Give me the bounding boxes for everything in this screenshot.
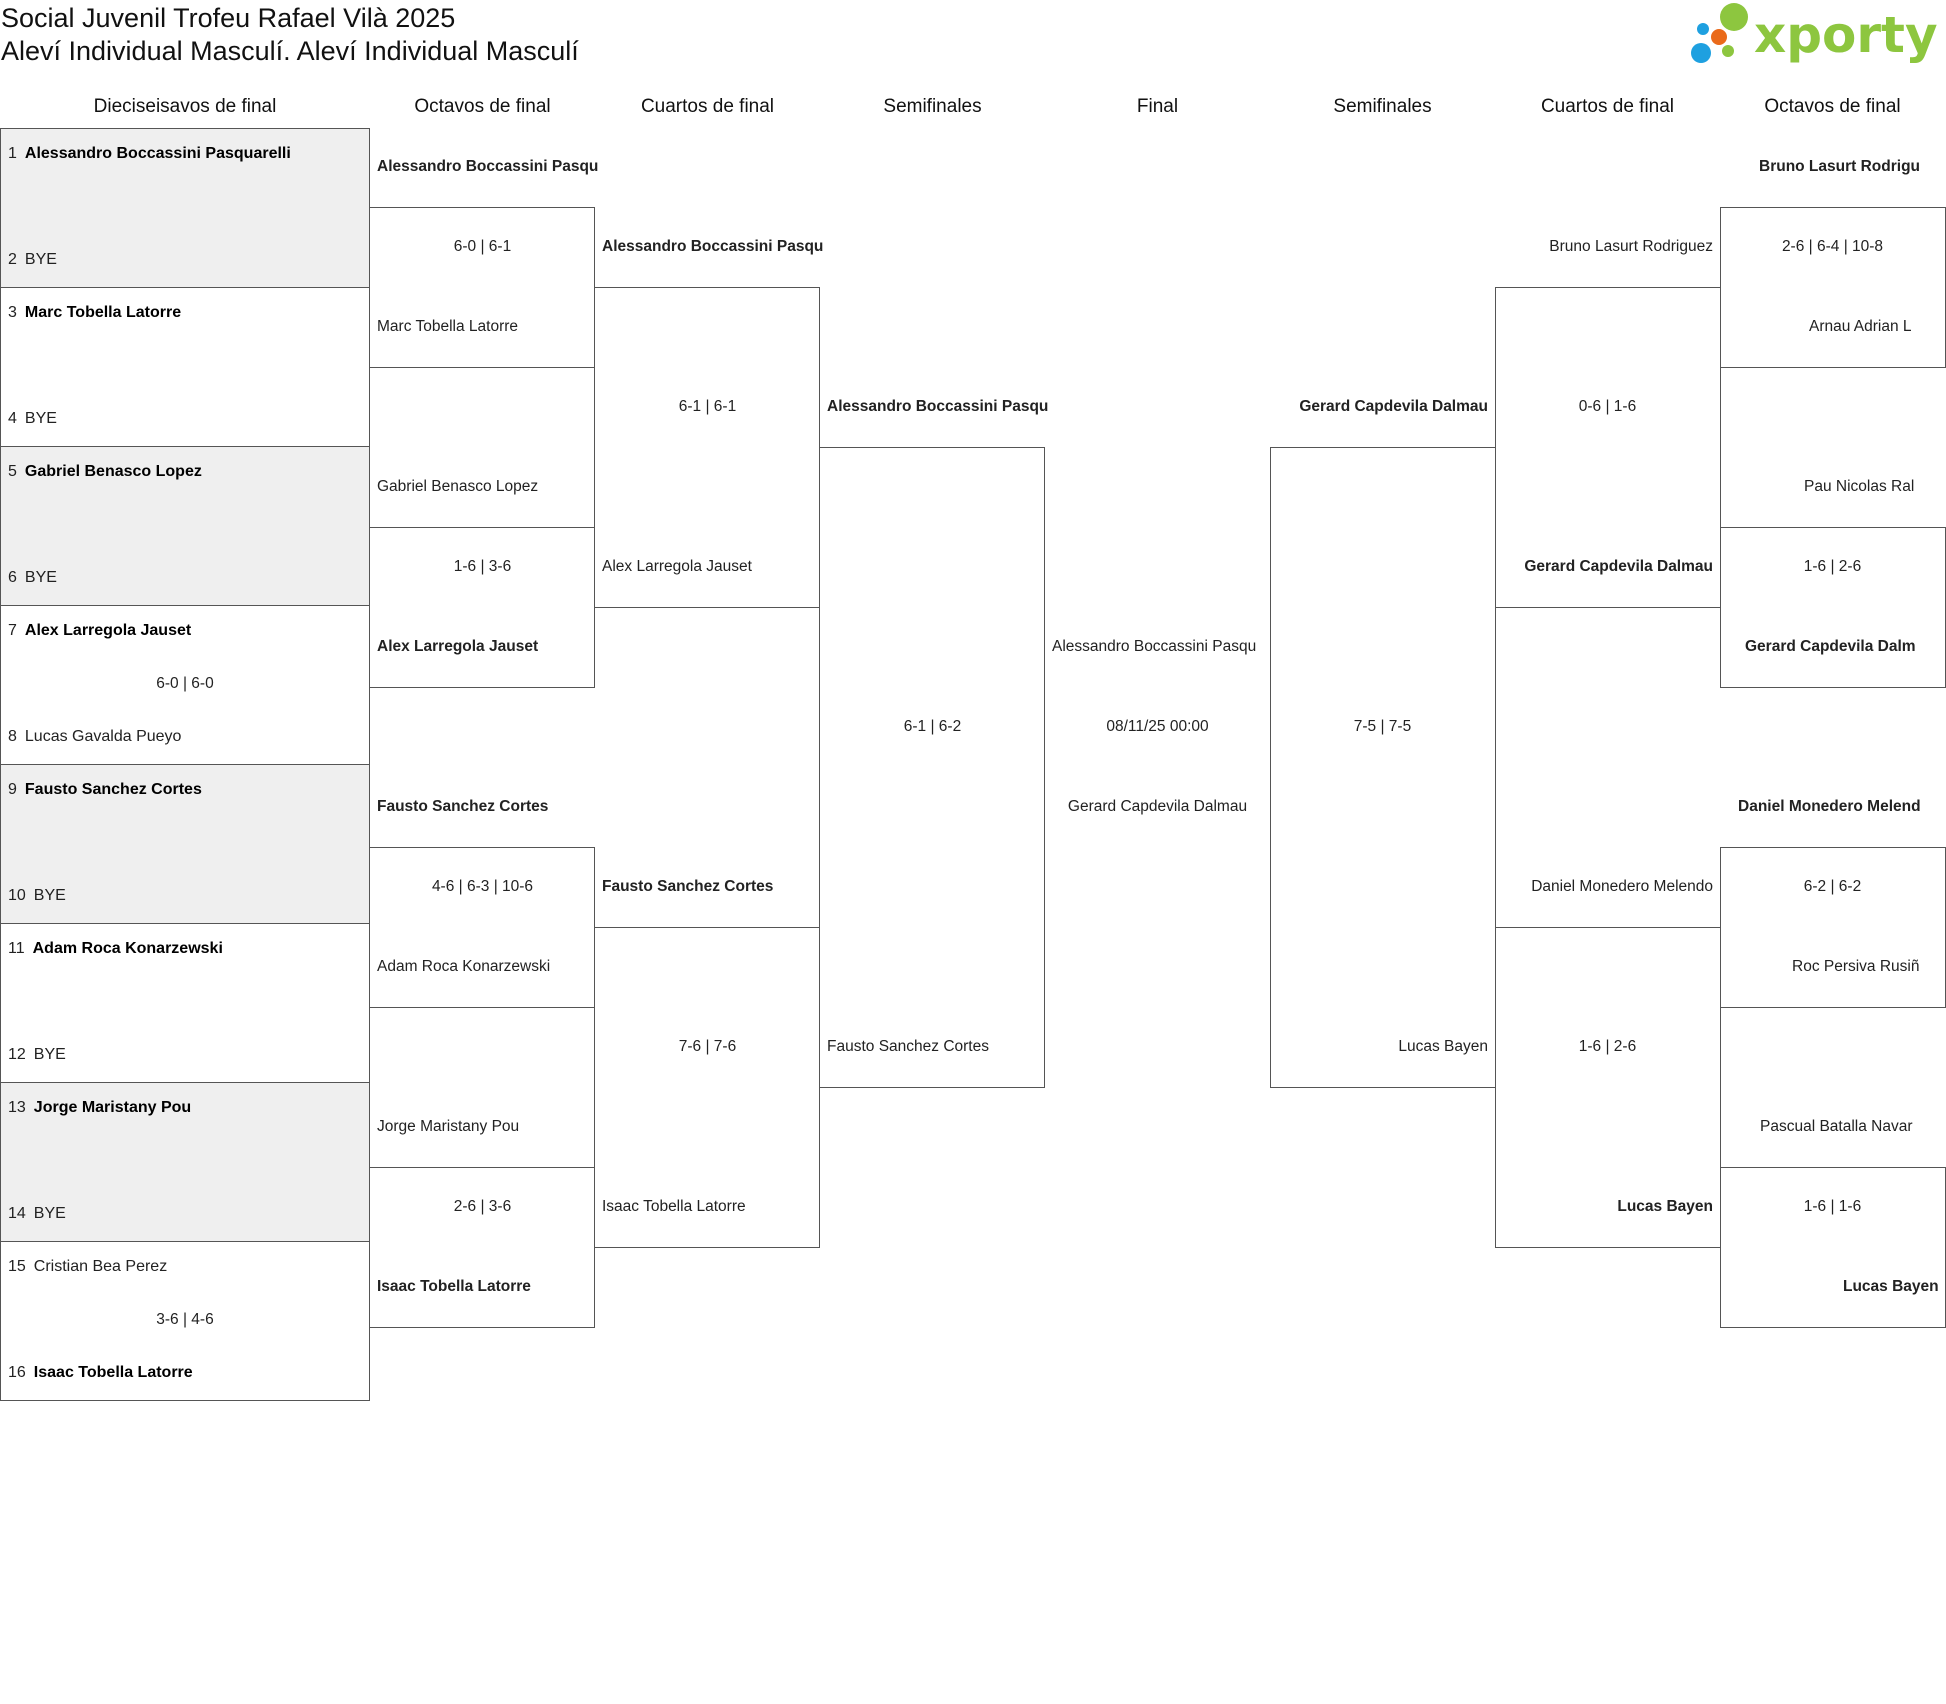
seed-number: 6 (8, 569, 17, 586)
qf-player: Alessandro Boccassini Pasqu (602, 238, 824, 255)
r32-entry (8, 568, 57, 588)
r32-entry (8, 727, 181, 747)
r16-match-connector-right (1720, 527, 1946, 688)
r16-player-right: Roc Persiva Rusiñ (1792, 958, 1920, 975)
r16-player: Isaac Tobella Latorre (377, 1278, 531, 1295)
r16-score-right: 1-6 | 1-6 (1803, 1198, 1862, 1215)
sf-player: Fausto Sanchez Cortes (827, 1038, 989, 1055)
round-header-sf-left: Semifinales (883, 96, 982, 117)
r16-match-connector-right (1720, 1167, 1946, 1328)
r16-player-right: Daniel Monedero Melend (1738, 798, 1921, 815)
sf-score: 6-1 | 6-2 (903, 718, 962, 735)
r16-player-right: Pascual Batalla Navar (1760, 1118, 1913, 1135)
r16-match-connector-right (1720, 207, 1946, 368)
r16-score-right: 6-2 | 6-2 (1803, 878, 1862, 895)
sf-match-connector-right (1270, 447, 1496, 1088)
round-header-sf-right: Semifinales (1333, 96, 1432, 117)
r16-score: 2-6 | 3-6 (453, 1198, 512, 1215)
seed-number: 11 (8, 940, 25, 957)
r16-match-connector (369, 1167, 595, 1328)
r16-player: Adam Roca Konarzewski (377, 958, 551, 975)
qf-player-right: Bruno Lasurt Rodriguez (1549, 238, 1713, 255)
player-name: BYE (24, 251, 57, 268)
seed-number: 14 (8, 1205, 26, 1222)
round-header-qf-right: Cuartos de final (1540, 96, 1675, 117)
r32-entry (8, 939, 223, 959)
round-header-r16-right: Octavos de final (1764, 96, 1901, 117)
round-header-qf-left: Cuartos de final (640, 96, 775, 117)
r16-player: Gabriel Benasco Lopez (377, 478, 539, 495)
r16-player: Fausto Sanchez Cortes (377, 798, 549, 815)
player-name: Alex Larregola Jauset (24, 622, 192, 639)
r16-player-right: Bruno Lasurt Rodrigu (1759, 158, 1921, 175)
r16-player: Alessandro Boccassini Pasqu (377, 158, 599, 175)
seed-number: 3 (8, 304, 17, 321)
player-name: BYE (33, 1046, 66, 1063)
seed-number: 8 (8, 728, 17, 745)
seed-number: 2 (8, 251, 17, 268)
r16-score: 4-6 | 6-3 | 10-6 (431, 878, 534, 895)
sf-score-right: 7-5 | 7-5 (1353, 718, 1412, 735)
category-title: Aleví Individual Masculí. Aleví Individual Masculí (1, 36, 579, 66)
player-name: BYE (33, 887, 66, 904)
qf-score: 7-6 | 7-6 (678, 1038, 737, 1055)
player-name: Marc Tobella Latorre (24, 304, 182, 321)
r16-player-right: Gerard Capdevila Dalm (1745, 638, 1916, 655)
round-header-r16-left: Octavos de final (414, 96, 551, 117)
qf-player: Isaac Tobella Latorre (602, 1198, 746, 1215)
r16-player-right: Arnau Adrian L (1809, 318, 1912, 335)
player-name: BYE (24, 569, 57, 586)
player-name: BYE (24, 410, 57, 427)
seed-number: 4 (8, 410, 17, 427)
player-name: BYE (33, 1205, 66, 1222)
player-name: Alessandro Boccassini Pasquarelli (24, 145, 291, 162)
r16-score: 1-6 | 3-6 (453, 558, 512, 575)
player-name: Gabriel Benasco Lopez (24, 463, 202, 480)
sf-player-right: Gerard Capdevila Dalmau (1299, 398, 1488, 415)
player-name: Jorge Maristany Pou (33, 1099, 192, 1116)
r32-entry (8, 886, 66, 906)
r32-score: 6-0 | 6-0 (156, 675, 214, 692)
r16-match-connector (369, 847, 595, 1008)
round-header-r32: Dieciseisavos de final (93, 96, 277, 117)
seed-number: 16 (8, 1364, 26, 1381)
final-player-1: Alessandro Boccassini Pasqu (1052, 638, 1257, 655)
qf-score: 6-1 | 6-1 (678, 398, 737, 415)
seed-number: 1 (8, 145, 17, 162)
r16-score-right: 2-6 | 6-4 | 10-8 (1781, 238, 1884, 255)
seed-number: 12 (8, 1046, 26, 1063)
sf-match-connector (819, 447, 1045, 1088)
qf-score-right: 0-6 | 1-6 (1578, 398, 1637, 415)
r32-score: 3-6 | 4-6 (156, 1311, 214, 1328)
r16-player: Alex Larregola Jauset (377, 638, 539, 655)
r32-entry (8, 303, 181, 323)
r16-match-connector-right (1720, 847, 1946, 1008)
r16-score: 6-0 | 6-1 (453, 238, 512, 255)
r16-match-connector (369, 207, 595, 368)
sf-player-right: Lucas Bayen (1398, 1038, 1488, 1055)
player-name: Adam Roca Konarzewski (32, 940, 223, 957)
qf-player-right: Gerard Capdevila Dalmau (1524, 558, 1713, 575)
qf-score-right: 1-6 | 2-6 (1578, 1038, 1637, 1055)
r32-entry (8, 1363, 193, 1383)
r32-entry (8, 621, 191, 641)
player-name: Lucas Gavalda Pueyo (24, 728, 182, 745)
r16-player: Jorge Maristany Pou (377, 1118, 520, 1135)
logo-dot-orange (1711, 29, 1727, 45)
r32-entry (8, 250, 57, 270)
seed-number: 15 (8, 1258, 26, 1275)
r16-score-right: 1-6 | 2-6 (1803, 558, 1862, 575)
logo-dot-green-small (1722, 45, 1734, 57)
final-datetime: 08/11/25 00:00 (1106, 718, 1209, 735)
round-header-final: Final (1136, 96, 1179, 117)
qf-player: Alex Larregola Jauset (602, 558, 752, 575)
qf-player-right: Daniel Monedero Melendo (1531, 878, 1713, 895)
xporty-logo (1688, 0, 1938, 75)
r16-match-connector (369, 527, 595, 688)
qf-player: Fausto Sanchez Cortes (602, 878, 774, 895)
final-player-2: Gerard Capdevila Dalmau (1067, 798, 1248, 815)
seed-number: 13 (8, 1099, 26, 1116)
seed-number: 9 (8, 781, 17, 798)
r16-player: Marc Tobella Latorre (377, 318, 519, 335)
r16-player-right: Pau Nicolas Ral (1804, 478, 1915, 495)
logo-dot-blue-small (1697, 23, 1709, 35)
player-name: Cristian Bea Perez (33, 1258, 168, 1275)
qf-player-right: Lucas Bayen (1617, 1198, 1713, 1215)
r32-entry (8, 1257, 167, 1277)
logo-text: xporty (1754, 6, 1938, 64)
r32-entry (8, 1098, 191, 1118)
player-name: Isaac Tobella Latorre (33, 1364, 193, 1381)
player-name: Fausto Sanchez Cortes (24, 781, 202, 798)
seed-number: 10 (8, 887, 26, 904)
seed-number: 5 (8, 463, 17, 480)
r32-entry (8, 1204, 66, 1224)
logo-dot-blue (1691, 43, 1711, 63)
seed-number: 7 (8, 622, 17, 639)
r32-entry (8, 462, 202, 482)
logo-dot-green (1720, 3, 1748, 31)
sf-player: Alessandro Boccassini Pasqu (827, 398, 1049, 415)
r16-player-right: Lucas Bayen (1843, 1278, 1939, 1295)
tournament-title: Social Juvenil Trofeu Rafael Vilà 2025 (1, 3, 456, 33)
r32-entry (8, 409, 57, 429)
r32-entry (8, 1045, 66, 1065)
r32-entry (8, 780, 202, 800)
r32-entry (8, 144, 291, 164)
